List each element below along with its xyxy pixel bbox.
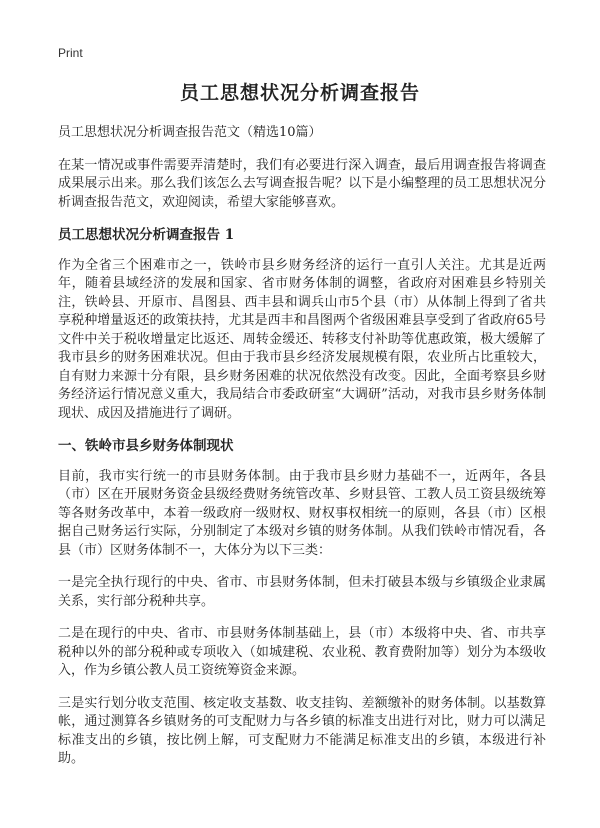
report-paragraph: 作为全省三个困难市之一，铁岭市县乡财务经济的运行一直引人关注。尤其是近两年，随着县域经济的发展和国家、省市财务体制的调整，省政府对困难县乡特别关注，铁岭县、开原市、昌图县、西丰县和调兵山市5个县（市）从体制上得到了省共享税种增量返还的政策扶持，尤其是西丰和昌图两个省级困难县享受到了省政府65号文件中关于税收增量定比返还、周转金缓还、转移支付补助等优惠政策，极大缓解了我市县乡的财务困难状况。但由于我市县乡经济发展规模有限，农业所占比重较大，自有财力来源十分有限，县乡财务困难的状况依然没有改变。因此，全面考察县乡财务经济运行情况意义重大，我局结合市委政研室“大调研”活动，对我市县乡财务体制现状、成因及措施进行了调研。 <box>58 257 546 421</box>
document-subtitle: 员工思想状况分析调查报告范文（精选10篇） <box>58 125 322 140</box>
type-one-paragraph: 一是完全执行现行的中央、省市、市县财务体制，但未打破县本级与乡镇级企业隶属关系，实行部分税种共享。 <box>58 575 546 609</box>
intro-paragraph: 在某一情况或事件需要弄清楚时，我们有必要进行深入调查，最后用调查报告将调查成果展示出来。那么我们该怎么去写调查报告呢？以下是小编整理的员工思想状况分析调查报告范文，欢迎阅读，希望大家能够喜欢。 <box>58 157 546 210</box>
section-heading: 一、铁岭市县乡财务体制现状 <box>58 438 234 454</box>
section-paragraph: 目前，我市实行统一的市县财务体制。由于我市县乡财力基础不一，近两年，各县（市）区在开展财务资金县级经费财务统管改革、乡财县管、工教人员工资县级统筹等各财务改革中，本着一级政府一级财权、财权事权相统一的原则，各县（市）区根据自己财务运行实际，分别制定了本级对乡镇的财务体制。从我们铁岭市情况看，各县（市）区财务体制不一，大体分为以下三类： <box>58 468 546 558</box>
report-heading: 员工思想状况分析调查报告 1 <box>58 227 235 243</box>
page-title: 员工思想状况分析调查报告 <box>179 82 420 104</box>
document-body <box>58 124 546 783</box>
print-label[interactable]: Print <box>58 46 83 60</box>
type-three-paragraph: 三是实行划分收支范围、核定收支基数、收支挂钩、差额缴补的财务体制。以基数算帐，通过测算各乡镇财务的可支配财力与各乡镇的标准支出进行对比，财力可以满足标准支出的乡镇，按比例上解，可支配财力不能满足标准支出的乡镇，本级进行补助。 <box>58 695 546 766</box>
type-two-paragraph: 二是在现行的中央、省市、市县财务体制基础上，县（市）本级将中央、省、市共享税种以外的部分税种或专项收入（如城建税、农业税、教育费附加等）划分为本级收入，作为乡镇公教人员工资统筹资金来源。 <box>58 626 546 678</box>
